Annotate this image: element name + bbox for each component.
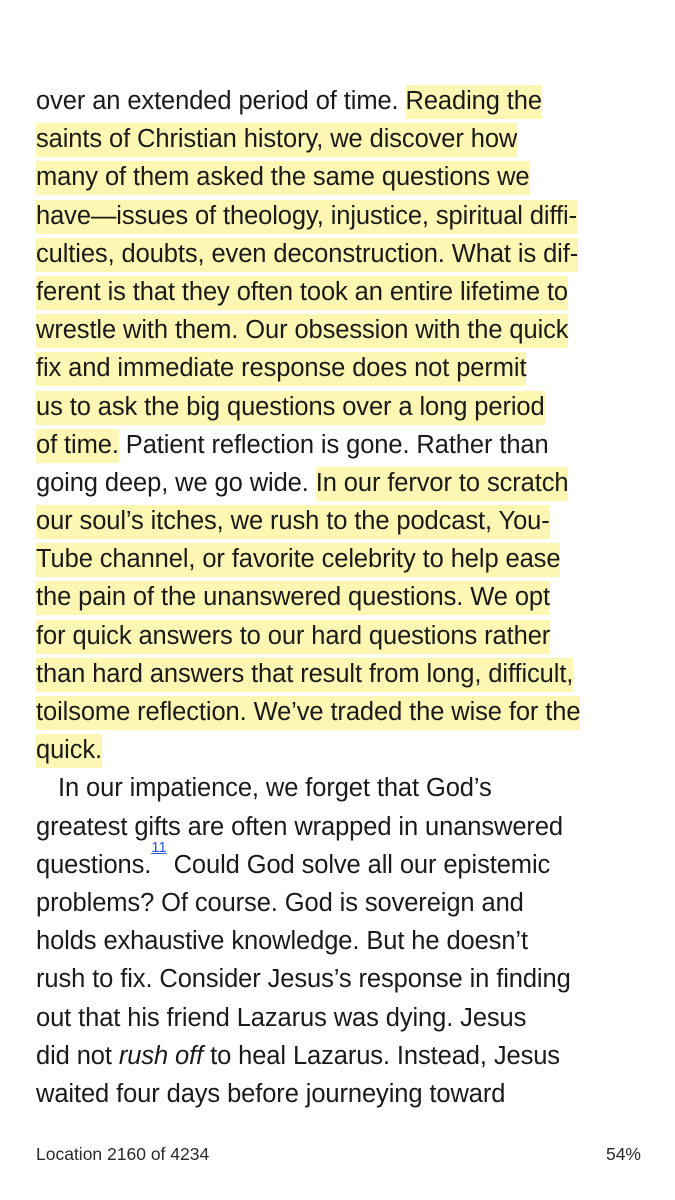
text-span: In our impatience, we forget that God’s xyxy=(58,774,492,803)
text-span: greatest gifts are often wrapped in unanswered xyxy=(36,812,563,841)
text-line xyxy=(36,235,646,273)
highlighted-text[interactable]: of time. xyxy=(36,429,119,463)
text-line xyxy=(36,349,646,387)
text-line xyxy=(36,82,646,120)
text-line xyxy=(36,731,646,769)
text-line xyxy=(36,578,646,616)
highlighted-text[interactable]: the pain of the unanswered questions. We opt xyxy=(36,581,550,615)
highlighted-text[interactable]: Tube channel, or favorite celebrity to help ease xyxy=(36,543,560,577)
location-indicator[interactable]: Location 2160 of 4234 xyxy=(36,1143,210,1164)
percent-indicator[interactable]: 54% xyxy=(605,1143,641,1164)
text-line xyxy=(36,426,646,464)
text-line xyxy=(36,999,646,1037)
text-span: to heal Lazarus. Instead, Jesus xyxy=(203,1041,560,1070)
text-line xyxy=(36,311,646,349)
text-span: Could God solve all our epistemic xyxy=(166,850,551,879)
text-line xyxy=(36,388,646,426)
text-span: over an extended period of time. xyxy=(36,87,406,115)
text-line xyxy=(36,808,646,846)
text-line xyxy=(36,769,646,807)
text-line xyxy=(36,693,646,731)
highlighted-text[interactable]: many of them asked the same questions we xyxy=(36,161,530,195)
highlighted-text[interactable]: than hard answers that result from long, difficult, xyxy=(36,658,573,692)
text-line xyxy=(36,540,646,578)
footnote-link[interactable]: 11 xyxy=(151,838,167,856)
footnote-ref[interactable] xyxy=(151,839,166,856)
highlighted-text[interactable]: for quick answers to our hard questions rather xyxy=(36,620,550,654)
highlighted-text[interactable]: us to ask the big questions over a long period xyxy=(36,391,545,425)
text-span: questions. xyxy=(36,850,152,879)
text-line xyxy=(36,960,646,998)
text-line xyxy=(36,1037,646,1075)
text-line xyxy=(36,120,646,158)
highlighted-text[interactable]: culties, doubts, even deconstruction. What is dif- xyxy=(36,238,578,272)
highlighted-text[interactable]: fix and immediate response does not permit xyxy=(36,352,526,386)
text-line xyxy=(36,884,646,922)
text-span: holds exhaustive knowledge. But he doesn’t xyxy=(36,927,528,956)
book-text[interactable] xyxy=(36,82,646,1113)
text-line xyxy=(36,617,646,655)
text-line xyxy=(36,922,646,960)
text-span: waited four days before journeying toward xyxy=(36,1079,506,1108)
text-line xyxy=(36,197,646,235)
highlighted-text[interactable]: Reading the xyxy=(406,85,542,119)
text-line xyxy=(36,502,646,540)
highlighted-text[interactable]: saints of Christian history, we discover how xyxy=(36,123,517,157)
highlighted-text[interactable]: quick. xyxy=(36,734,102,768)
highlighted-text[interactable]: In our fervor to scratch xyxy=(316,467,569,501)
highlighted-text[interactable]: have—issues of theology, injustice, spiritual diffi- xyxy=(36,200,577,234)
text-line xyxy=(36,158,646,196)
reading-progress-footer[interactable] xyxy=(36,1142,641,1166)
text-span: rush to fix. Consider Jesus’s response in finding xyxy=(36,965,571,994)
text-span: did not xyxy=(36,1041,119,1070)
text-span: problems? Of course. God is sovereign and xyxy=(36,888,524,917)
text-span: going deep, we go wide. xyxy=(36,468,316,497)
text-span: Patient reflection is gone. Rather than xyxy=(118,430,549,459)
highlighted-text[interactable]: our soul’s itches, we rush to the podcast, You- xyxy=(36,505,550,539)
text-line xyxy=(36,655,646,693)
text-line xyxy=(36,1075,646,1113)
emphasis-text: rush off xyxy=(118,1041,204,1070)
text-span: out that his friend Lazarus was dying. Jesus xyxy=(36,1003,527,1032)
text-line xyxy=(36,838,646,884)
text-line xyxy=(36,273,646,311)
highlighted-text[interactable]: wrestle with them. Our obsession with the quick xyxy=(36,314,568,348)
text-line xyxy=(36,464,646,502)
highlighted-text[interactable]: toilsome reflection. We’ve traded the wise for the xyxy=(36,696,580,730)
highlighted-text[interactable]: ferent is that they often took an entire lifetime to xyxy=(36,276,568,310)
